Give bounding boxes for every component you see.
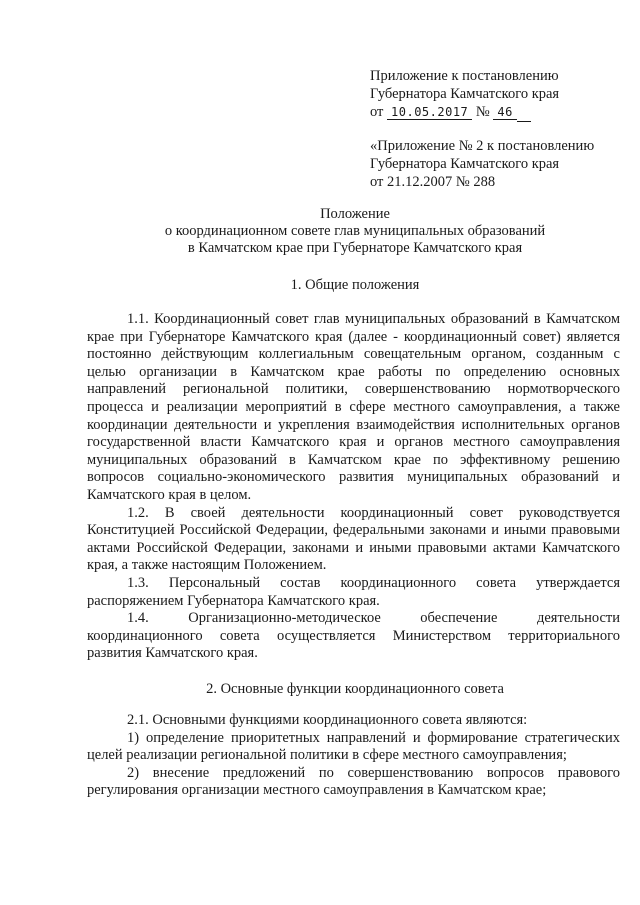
list-item-2: 2) внесение предложений по совершенствованию вопросов правового регулирования организации местного самоуправления в Камчатском крае;	[87, 764, 620, 799]
appendix-header	[370, 67, 559, 122]
appendix-line-2: Губернатора Камчатского края	[370, 86, 560, 102]
paragraph-2-1: 2.1. Основными функциями координационного совета являются:	[127, 712, 528, 728]
paragraph-1-1: 1.1. Координационный совет глав муниципальных образований в Камчатском крае при Губернаторе Камчатского края (далее - координационный совет) является постоянно действующим коллегиальным совещательным органом, созданным с целью организации в Камчатском крае работы по определению основных направлений региональной политики, совершенствованию нормотворческого процесса и реализации мероприятий в сфере местного самоуправления, а также координации деятельности и укрепления взаимодействия исполнительных органов государственной власти Камчатского края и органов местного самоуправления муниципальных образований в Камчатском крае по эффективному решению вопросов социально-экономического развития муниципальных образований и Камчатского края в целом.	[87, 311, 620, 503]
section-1-heading: 1. Общие положения	[290, 277, 420, 293]
handwritten-date: 10.05.2017	[387, 105, 472, 120]
title-line-1: Положение	[320, 206, 390, 222]
appendix-line-1: Приложение к постановлению	[370, 68, 559, 84]
number-prefix: №	[475, 104, 490, 120]
section-2-body	[87, 712, 620, 800]
paragraph-1-4: 1.4. Организационно-методическое обеспечение деятельности координационного совета осуществляется Министерством территориального развития Камчатского края.	[87, 610, 620, 662]
appendix-date-line	[370, 103, 559, 122]
original-appendix-line-3: от 21.12.2007 № 288	[370, 174, 496, 190]
section-1-body	[87, 311, 620, 663]
section-2-heading: 2. Основные функции координационного совета	[206, 681, 504, 697]
original-appendix-line-2: Губернатора Камчатского края	[370, 156, 560, 172]
original-appendix-line-1: «Приложение № 2 к постановлению	[370, 138, 595, 154]
handwritten-number: 46	[493, 105, 516, 120]
title-line-2: о координационном совете глав муниципальных образований	[164, 223, 546, 239]
date-prefix: от	[370, 104, 384, 120]
original-appendix-header	[370, 137, 594, 191]
paragraph-1-2: 1.2. В своей деятельности координационный совет руководствуется Конституцией Российской Федерации, федеральными законами и иными правовыми актами Российской Федерации, законами и иными правовыми актами Камчатского края, а также настоящим Положением.	[87, 504, 620, 574]
document-title	[90, 206, 620, 257]
paragraph-1-3: 1.3. Персональный состав координационного совета утверждается распоряжением Губернатора Камчатского края.	[87, 574, 620, 609]
list-item-1: 1) определение приоритетных направлений и формирование стратегических целей реализации региональной политики в сфере местного самоуправления;	[87, 729, 620, 764]
title-line-3: в Камчатском крае при Губернаторе Камчатского края	[187, 240, 523, 256]
number-underline	[517, 103, 532, 122]
